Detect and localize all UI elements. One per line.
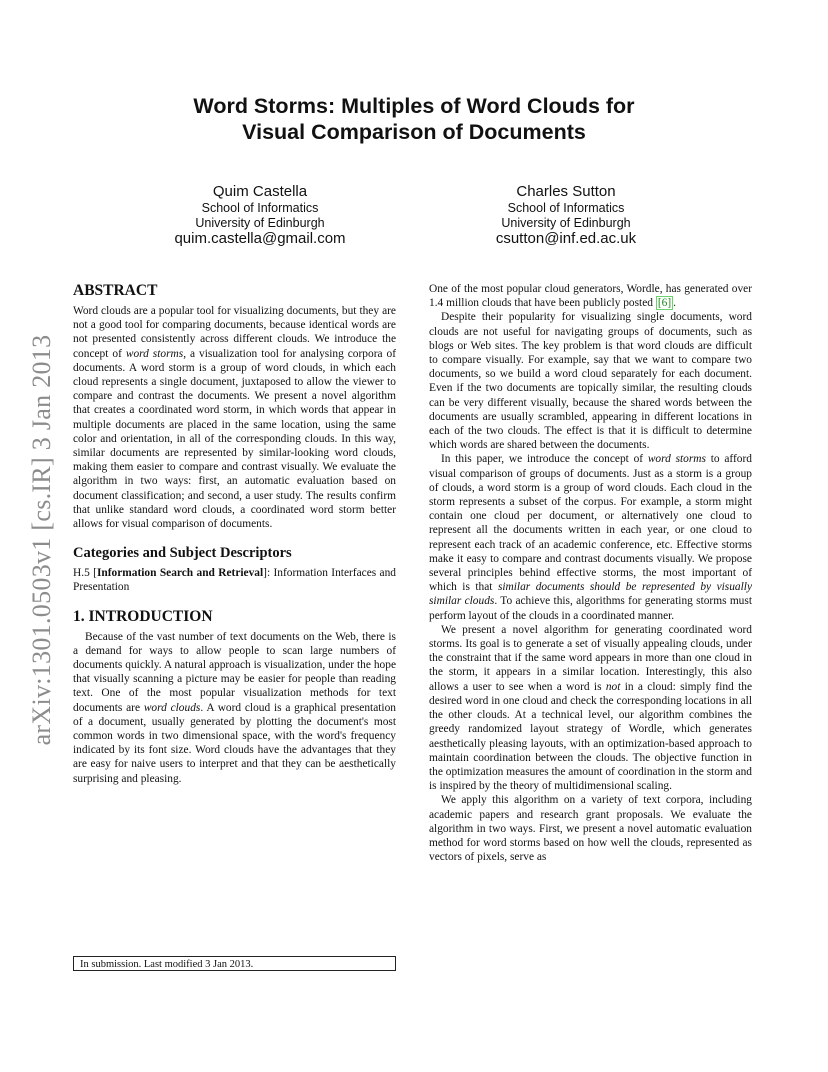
- category-rest: ]: Information Interfaces and Presentation: [73, 567, 397, 594]
- introduction-heading: 1. INTRODUCTION: [73, 607, 213, 625]
- abstract-text: [73, 304, 396, 531]
- title-line-1: Word Storms: Multiples of Word Clouds for: [193, 94, 635, 118]
- author-name: Charles Sutton: [516, 183, 616, 200]
- right-paragraph-0: [429, 282, 752, 310]
- author-dept: School of Informatics: [201, 201, 319, 215]
- intro-text-part: Because of the vast number of text documents on the Web, there is a demand for ways to allow people to scan large numbers of documents quickly. A natural approach is visualization, under the hope that visually scanning a picture may be easier for people than reading text. One of the most popular visualization methods for text documents are: [73, 630, 396, 714]
- arxiv-sidebar-stamp: [22, 320, 62, 760]
- intro-paragraph-1: [73, 630, 396, 786]
- left-column: [73, 282, 396, 786]
- category-code: H.5 [: [73, 567, 97, 580]
- author-name: Quim Castella: [212, 183, 308, 200]
- abstract-heading: ABSTRACT: [73, 282, 158, 299]
- right-text-part: In this paper, we introduce the concept of: [441, 453, 648, 466]
- right-text-part: to afford visual comparison of groups of documents. Just as a storm is a group of clouds, a word storm is a group of word clouds. Each cloud in the storm represents a subset of the corpus. For example, a storm might contain one cloud per document, or alternatively one cloud to represent all the documents written in each year, or one cloud to represent each track of an academic conference, etc. Effective storms make it easy to compare and contrast documents visually. We propose several principles behind effective storms, the most important of which is that: [429, 453, 752, 594]
- right-emphasis: similar documents should be represented by visually similar clouds: [429, 581, 752, 608]
- abstract-text-part: , a visualization tool for analysing corpora of documents. A word storm is a group of word clouds, in which each cloud represents a single document, juxtaposed to allow the viewer to compare and contrast the documents. We present a novel algorithm that creates a coordinated word storm, in which words that appear in multiple documents are placed in the same location, using the same color and orientation, in all of the corresponding clouds. In this way, similar documents are represented by similar-looking word clouds, making them easier to compare and contrast visually. We evaluate the algorithm in two ways: first, an automatic evaluation based on document classification; and second, a user study. The results confirm that unlike standard word clouds, a coordinated word storm better allows for visual comparison of documents.: [73, 347, 396, 531]
- author-university: University of Edinburgh: [501, 215, 631, 230]
- right-column: [429, 282, 752, 864]
- right-paragraph-1: Despite their popularity for visualizing single documents, word clouds are not useful for navigating groups of documents, such as blogs or Web sites. The key problem is that word clouds are difficult to compare visually. For example, say that we want to compare two documents, so we build a word cloud separately for each document. Even if the two documents are topically similar, the resulting clouds can be very different visually, because the shared words between the documents are usually scrambled, appearing in different locations in each of the two clouds. The effect is that it is difficult to determine which words are shared between the documents.: [429, 311, 752, 452]
- right-emphasis: word storms: [647, 453, 706, 466]
- author-university: University of Edinburgh: [195, 215, 325, 230]
- categories-text: [73, 566, 396, 594]
- right-text-part: . To achieve this, algorithms for generating storms must perform layout of the clouds in a coordinated manner.: [429, 595, 752, 622]
- abstract-text-part: Word clouds are a popular tool for visualizing documents, but they are not a good tool for comparing documents, because identical words are not presented consistently across different clouds. We introduce the concept of: [73, 305, 396, 360]
- author-dept: School of Informatics: [507, 201, 625, 215]
- arxiv-identifier: arXiv:1301.0503v1 [cs.IR] 3 Jan 2013: [27, 334, 56, 746]
- author-email[interactable]: quim.castella@gmail.com: [174, 230, 346, 247]
- category-bold: Information Search and Retrieval: [96, 567, 264, 580]
- author-email[interactable]: csutton@inf.ed.ac.uk: [495, 230, 637, 247]
- right-text-part: We present a novel algorithm for generating coordinated word storms. Its goal is to generate a set of visually appealing clouds, under the constraint that if the same word appears in more than one cloud in the storm, it appears in a similar location. Interestingly, this also allows a user to see when a word is: [429, 623, 752, 693]
- author-block-2: [436, 183, 696, 248]
- citation-link[interactable]: [6]: [657, 297, 672, 310]
- right-paragraph-4: We apply this algorithm on a variety of text corpora, including academic papers and research grant proposals. We evaluate the algorithm in two ways. First, we present a novel automatic evaluation method for word storms based on how well the clouds, represented as vectors of pixels, serve as: [429, 794, 752, 864]
- intro-text-part: . A word cloud is a graphical presentation of a document, usually generated by plotting the document's most common words in two dimensional space, with the word's frequency indicated by its font size. Word clouds have the advantages that they are easy for naive users to interpret and that they can be aesthetically surprising and pleasing.: [73, 701, 396, 785]
- right-text-part: in a cloud: simply find the desired word in one cloud and check the corresponding locations in all the other clouds. At a technical level, our algorithm combines the greedy randomized layout strategy of Wordle, which generates aesthetically pleasing layouts, with an optimization-based approach to maintain coordination between the clouds. The objective function in the optimization measures the amount of coordination in the storm and is inspired by the theory of multidimensional scaling.: [429, 680, 752, 793]
- right-text-part: .: [673, 297, 676, 310]
- paper-title: [100, 93, 728, 145]
- intro-emphasis: word clouds: [143, 701, 201, 714]
- categories-heading: Categories and Subject Descriptors: [73, 545, 292, 562]
- right-text-part: One of the most popular cloud generators, Wordle, has generated over 1.4 million clouds that have been publicly posted: [429, 283, 752, 310]
- right-paragraph-2: [429, 452, 752, 622]
- submission-footnote: In submission. Last modified 3 Jan 2013.: [73, 956, 396, 971]
- author-block-1: [130, 183, 390, 248]
- right-paragraph-3: [429, 623, 752, 793]
- right-emphasis: not: [605, 680, 621, 693]
- title-line-2: Visual Comparison of Documents: [242, 120, 586, 144]
- abstract-emphasis: word storms: [125, 347, 184, 360]
